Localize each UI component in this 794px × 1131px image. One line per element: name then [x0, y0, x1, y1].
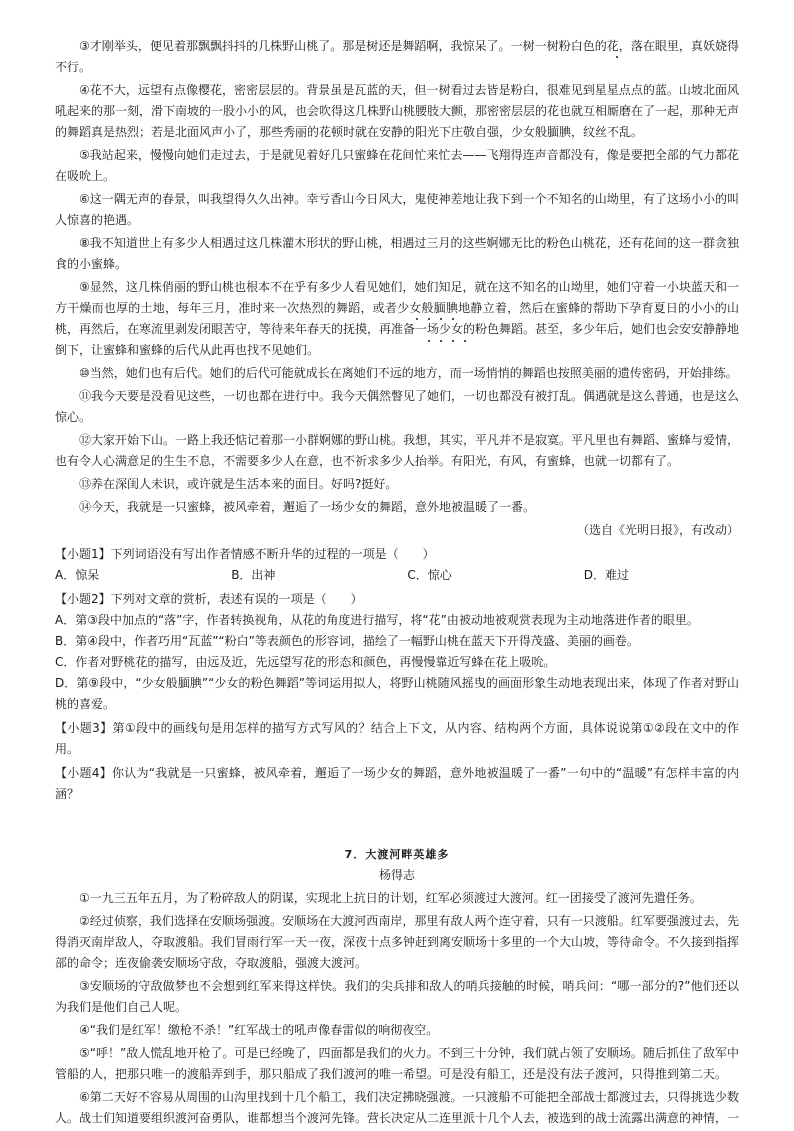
passage-1-paragraph: ⑥这一隅无声的春景，叫我望得久久出神。幸亏香山今日风大，鬼使神差地让我下到一个不知名的山坳里，有了这场小小的叫人惊喜的艳遇。 [55, 192, 739, 227]
question-1-stem: 【小题1】下列词语没有写出作者情感不断升华的过程的一项是（ ） [55, 547, 435, 561]
emphasis-dot-mark [452, 318, 454, 320]
question-1-option-c: C．惊心 [407, 568, 452, 582]
passage-2-paragraph: ④“我们是红军！缴枪不杀！”红军战士的吼声像春雷似的响彻夜空。 [79, 1023, 439, 1037]
emphasis-dot-mark [416, 318, 418, 320]
emphasis-dot-mark [440, 340, 442, 342]
passage-1-paragraph: ⑬养在深闺人未识，或许就是生活本来的面目。好吗?挺好。 [79, 477, 398, 491]
passage-1-paragraph: ⑤我站起来，慢慢向她们走过去，于是就见着好几只蜜蜂在花间忙来忙去——飞翔得连声音都没有，像是要把全部的气力都花在吸吮上。 [55, 148, 739, 183]
passage-1-paragraph: ⑨显然，这几株俏丽的野山桃也根本不在乎有多少人看见她们，她们知足，就在这不知名的山坳里，她们守着一小块蓝天和一方干燥而也厚的土地，每年三月，准时来一次热烈的舞蹈，或者少女般腼腆地静立着，然后在蜜蜂的帮助下孕育夏日的小小的山桃，再然后，在寒流里剥发闭眼苦守，等待来年春天的抚摸，再准备一场少女的粉色舞蹈。甚至，多少年后，她们也会安安静静地倒下，让蜜蜂和蜜蜂的后代从此再也找不见她们。 [55, 280, 740, 357]
emphasis-dot-mark [464, 340, 466, 342]
passage-2-paragraph: ⑥第二天好不容易从周围的山沟里找到十几个船工，我们决定拂晓强渡。一只渡船不可能把全部战士都渡过去，只得挑选少数人。战士们知道要组织渡河奋勇队，谁都想当个渡河先锋。营长决定从二连里派十几个人去，被选到的战士流露出满意的神情，一 [55, 1090, 740, 1125]
passage-2-paragraph: ②经过侦察，我们选择在安顺场强渡。安顺场在大渡河西南岸，那里有敌人两个连守着，只有一只渡船。红军要强渡过去，先得消灭南岸敌人，夺取渡船。我们冒雨行军一天一夜，深夜十点多钟赶到离安顺场十多里的一个大山坡，等待命令。不久接到指挥部的命令；连夜偷袭安顺场守敌，夺取渡船，强渡大渡河。 [55, 914, 740, 970]
question-2-option-b: B．第④段中，作者巧用“瓦蓝”“粉白”等表颜色的形容词，描绘了一幅野山桃在蓝天下开得茂盛、美丽的画卷。 [55, 634, 639, 648]
question-1-option-d: D．难过 [583, 568, 629, 582]
emphasis-dot-mark [616, 56, 618, 58]
passage-1-paragraph: ⑩当然，她们也有后代。她们的后代可能就成长在离她们不远的地方，而一场悄悄的舞蹈也按照美丽的遗传密码，开始排练。 [79, 366, 738, 380]
question-2-option-c: C．作者对野桃花的描写，由远及近，先远望写花的形态和颜色，再慢慢靠近写蜂在花上吸吮。 [55, 655, 556, 669]
question-4-stem: 【小题4】你认为“我就是一只蜜蜂，被风牵着，邂逅了一场少女的舞蹈，意外地被温暖了一番”一句中的“温暖”有怎样丰富的内涵？ [55, 766, 739, 801]
question-2-option-d: D．第⑨段中，“少女般腼腆”“少女的粉色舞蹈”等词运用拟人，将野山桃随风摇曳的画面形象生动地表现出来，体现了作者对野山桃的喜爱。 [55, 676, 739, 711]
passage-2-title: 7．大渡河畔英雄多 [344, 848, 450, 861]
passage-2 [55, 845, 739, 1129]
passage-1-paragraph: ③才刚举头，便见着那飘飘抖抖的几株野山桃了。那是树还是舞蹈啊，我惊呆了。一树一树粉白色的花，落在眼里，真妖娆得不行。 [55, 39, 739, 74]
emphasis-dot-mark [452, 340, 454, 342]
passage-2-paragraph: ⑤“呼！”敌人慌乱地开枪了。可是已经晚了，四面都是我们的火力。不到三十分钟，我们就占领了安顺场。随后抓住了敌军中管船的人，把那只唯一的渡船弄到手，那只船成了我们渡河的唯一希望。可是没有船工，还是没有法子渡河，只得推到第二天。 [55, 1046, 739, 1081]
emphasis-dot-mark [440, 318, 442, 320]
passage-2-paragraph: ③安顺场的守敌做梦也不会想到红军来得这样快。我们的尖兵排和敌人的哨兵接触的时候，哨兵问：“哪一部分的?”他们还以为我们是他们自己人呢。 [55, 979, 739, 1014]
question-1-option-b: B．出神 [231, 568, 276, 582]
section-gap [55, 805, 739, 845]
document-page [55, 36, 739, 1131]
passage-1-paragraph: ⑧我不知道世上有多少人相遇过这几株灌木形状的野山桃，相遇过三月的这些婀娜无比的粉色山桃花，还有花间的这一群贪独食的小蜜蜂。 [55, 236, 739, 271]
emphasis-dot-mark [428, 318, 430, 320]
passage-2-paragraph: ①一九三五年五月，为了粉碎敌人的阴谋，实现北上抗日的计划，红军必须渡过大渡河。红一团接受了渡河先遣任务。 [79, 891, 702, 905]
question-2-stem: 【小题2】下列对文章的赏析，表述有误的一项是（ ） [55, 592, 363, 606]
questions [55, 544, 739, 805]
question-1-option-a: A．惊呆 [55, 568, 100, 582]
passage-1-paragraph: ⑭今天，我就是一只蜜蜂，被风牵着，邂逅了一场少女的舞蹈，意外地被温暖了一番。 [79, 500, 536, 514]
passage-1-paragraph: ⑫大家开始下山。一路上我还惦记着那一小群婀娜的野山桃。我想，其实，平凡并不是寂寞。平凡里也有舞蹈、蜜蜂与爱情，也有令人心满意足的生生不息，不需要多少人在意，也不祈求多少人抬举。有阳光，有风，有蜜蜂，也就一切都有了。 [55, 433, 740, 468]
passage-1-paragraph: ④花不大，远望有点像樱花，密密层层的。背景虽是瓦蓝的天，但一树看过去皆是粉白，很难见到星星点点的蓝。山坡北面风吼起来的那一刻，滑下南坡的一股小小的风，也会吹得这几株野山桃腰肢大颤，那密密层层的花也就互相厮磨在了一起，那种无声的舞蹈真是热烈；若是北面风声小了，那些秀丽的花顿时就在安静的阳光下庄敬自强，少女般腼腆，纹丝不乱。 [55, 83, 740, 139]
question-2-option-a: A．第③段中加点的“落”字，作者转换视角，从花的角度进行描写，将“花”由被动地被观赏表现为主动地落进作者的眼里。 [55, 613, 699, 627]
question-1-options [55, 565, 739, 586]
passage-1-source: （选自《光明日报》，有改动） [576, 523, 739, 537]
passage-1 [55, 36, 739, 541]
emphasis-dot-mark [428, 340, 430, 342]
passage-1-paragraph: ⑪我今天要是没看见这些，一切也都在进行中。我今天偶然瞥见了她们，一切也都没有被打乱。偶遇就是这么普通，也是这么惊心。 [55, 389, 740, 424]
passage-2-author: 杨得志 [378, 868, 415, 882]
question-3-stem: 【小题3】第①段中的画线句是用怎样的描写方式写风的？结合上下文，从内容、结构两个方面，具体说说第①②段在文中的作用。 [55, 721, 739, 756]
